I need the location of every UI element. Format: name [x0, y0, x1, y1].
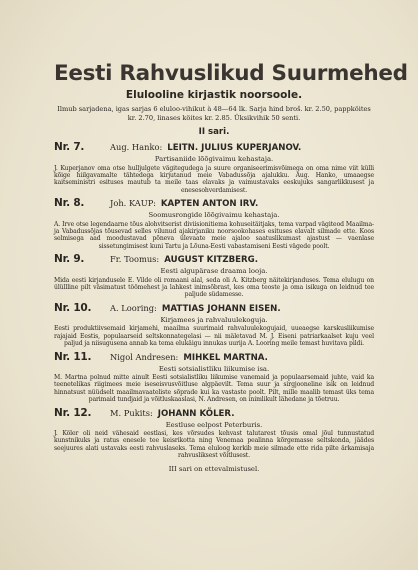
entry-number: Nr. 10. [54, 301, 92, 314]
book-entry [54, 406, 374, 460]
entry-header [54, 252, 374, 267]
entry-tagline: Eesti algupärase draama looja. [160, 267, 268, 276]
book-entry [54, 252, 374, 299]
entry-header [54, 350, 374, 365]
entry-author: Fr. Toomus: [110, 254, 160, 265]
entry-header [54, 140, 374, 155]
entry-tagline: Soomusrongide lõõgivaimu kehastaja. [148, 211, 280, 220]
entry-description: J. Kuperjanov oma otse hulljulgete vägitegudega ja suure organiseerimisvõimega on oma nime viit külli kõige hiilgavamalte tähtedega kirjutanud meie Vabadussõja ajalukku. Aug. Hanko, umaaegse kaitseministri esituses mautub ta meile taas elavaks ja vaimustavaks eeskujuks sangarlikkusest ja enesesohverdamisest. [54, 164, 374, 194]
entry-description: A. Irve otse legendaarne tõus alohvitserist diviisionitiema kohuseitäitjaks, tema varpad vägiteod Maailma- ja Vabadussõjas tõusevad selles vilunud ajakirjaniku noorsookohases esituses elavalt silmade ette. Koos selmisega aad moodustavad põneva ülevaate meie ajaloo saatuslikumast ajastust — vaenlase sissetungimisest kuni Tartu ja Lõuna-Eesti vabastamiseni Eesti vägede poolt. [54, 220, 374, 250]
next-series-note: III sari on ettevalmistusel. [168, 464, 260, 473]
entry-number: Nr. 12. [54, 406, 92, 419]
entry-description: Eesti produktiivsemaid kirjamehi, maailma suurimaid rahvaluulekogujaid, uueaegse karskusliikumise rajajaid Eestis, populaarseid seltskonnategelasi — nii mäletavad M. J. Eiseni patriarkaalset kuju veel paljud ja niisugusena annab ka tema elukäigu innukas uurija A. Looring meile temast huvitava pildi. [54, 325, 374, 348]
entry-description: M. Martna polnud mitte ainult Eesti sotsialistliku liikumise vanemaid ja populaarsemaid juhte, vaid ka teenetelikas riigimees meie iseseisvusvõitluse algpäevilt. Tema suur ja sirgjooneline isik on leidnud hinnatsust nüüdselt maailmavaateliste sõprade kui ka vastaste poolt. Pilt, mille maalib temast üks tema parimaid tundjaid ja võitluskaaslasi, N. Andresen, on inimlikult lähedane ja tõetruu. [54, 373, 374, 404]
entry-description: Mida eesti kirjandusele E. Vilde oli romaani alal, seda oli A. Kitzberg näitekirjanduses. Tema elulugu on ülüllline pilt väsimatust töömehest ja lahkest inimsõbrast, kes oma teoste ja oma isikuga on leidnud tee paljude südamesse. [54, 276, 374, 299]
entry-subject: MATTIAS JOHANN EISEN. [161, 303, 281, 314]
entry-author: Nigol Andresen: [110, 351, 179, 362]
entry-header [54, 301, 374, 316]
entry-tagline: Kirjamees ja rahvaluulekoguja. [160, 315, 268, 324]
pricing-intro: Ilmub sarjadena, igas sarjas 6 eluloo-vihikut à 48—64 lk. Sarja hind broš. kr. 2.50, pappköites kr. 2.70, linases köites kr. 2.85. Üksikvihik 50 senti. [57, 105, 371, 122]
entry-tagline: Eesti sotsialistliku liikumise isa. [158, 364, 270, 373]
book-entry [54, 196, 374, 250]
entry-description: J. Köler oli neid vähesaid eestlasi, kes võrsudes kehvast talutarest tõusis omal jõul tunnustatud kunstnikuks ja ratus enesele tee keisrikotta ning Venemaa pealinna kõrgemasse seltskonda, jäädes seejuures alati ustavaks eesti rahvuslaseks. Tema eluloog kerkib meie silmade ette rida pilte ärkamisaja rahvusliksest võitlusest. [54, 429, 374, 460]
entry-subject: JOHANN KÖLER. [157, 408, 235, 419]
entry-tagline: Eestluse eelpost Peterburis. [165, 420, 263, 429]
entry-number: Nr. 7. [54, 141, 85, 154]
series-subtitle: Elulooline kirjastik noorsoole. [125, 89, 303, 101]
book-entry [54, 140, 374, 194]
entry-tagline: Partisaniide lõõgivaimu kehastaja. [154, 155, 274, 164]
entry-subject: LEITN. JULIUS KUPERJANOV. [167, 143, 302, 154]
series-number-heading: II sari. [198, 127, 230, 138]
entry-header [54, 406, 374, 421]
book-entry [54, 350, 374, 404]
entry-number: Nr. 8. [54, 197, 85, 210]
entry-author: M. Pukits: [110, 407, 153, 418]
entry-subject: KAPTEN ANTON IRV. [160, 199, 259, 210]
entry-author: Joh. KAUP: [110, 198, 156, 209]
entry-author: A. Looring: [110, 302, 157, 313]
entry-number: Nr. 9. [54, 253, 85, 266]
entry-subject: AUGUST KITZBERG. [164, 255, 258, 266]
entry-author: Aug. Hanko: [110, 142, 163, 153]
entry-subject: MIHKEL MARTNA. [183, 352, 268, 363]
entry-number: Nr. 11. [54, 350, 92, 363]
book-entry [54, 301, 374, 348]
series-title: Eesti Rahvuslikud Suurmehed [54, 61, 408, 86]
entry-header [54, 196, 374, 211]
